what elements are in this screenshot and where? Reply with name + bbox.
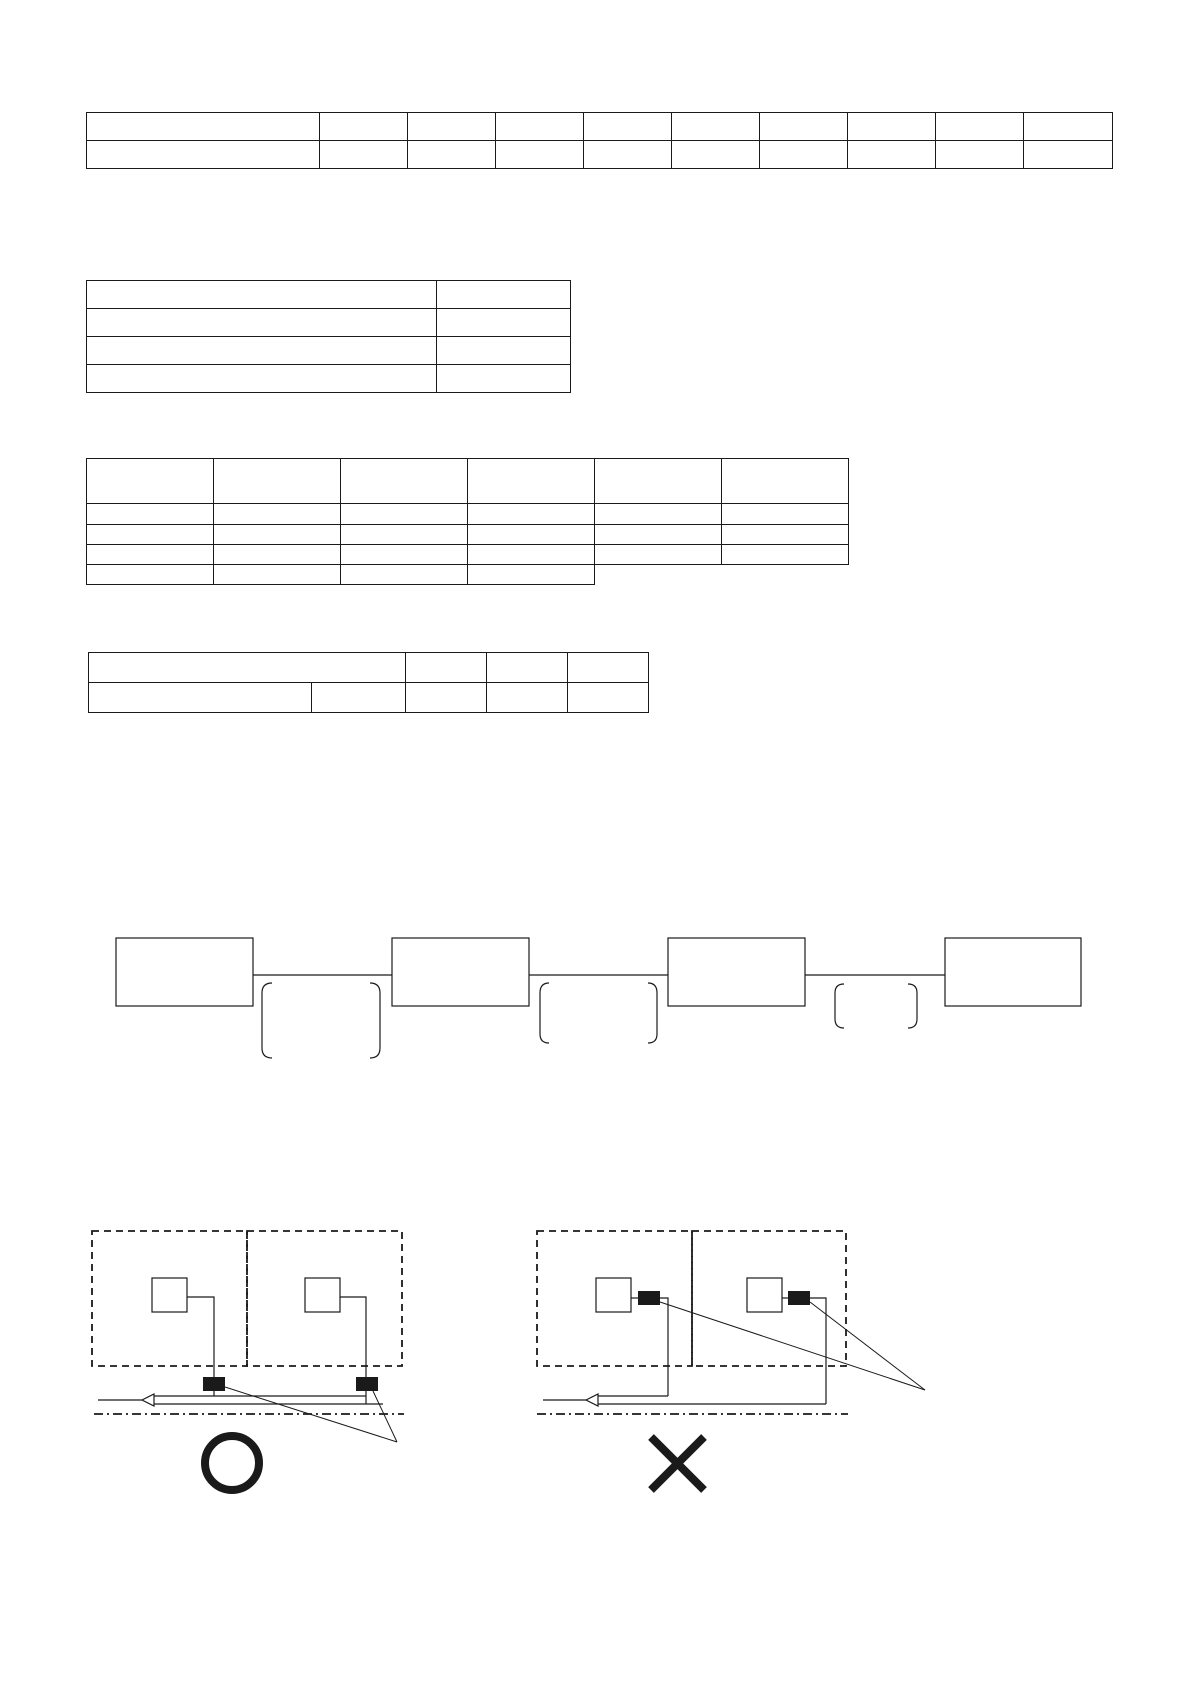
enclosure-dashed bbox=[537, 1231, 692, 1366]
arrow-head bbox=[586, 1394, 598, 1406]
leader-line bbox=[660, 1302, 925, 1390]
unit-box-4 bbox=[945, 938, 1081, 1006]
component-box bbox=[152, 1278, 187, 1312]
arrow-head bbox=[142, 1394, 154, 1406]
unit-box-3 bbox=[668, 938, 805, 1006]
bracket-1 bbox=[262, 983, 380, 1058]
bracket-3 bbox=[835, 984, 917, 1028]
correct-mark-icon bbox=[205, 1436, 259, 1490]
enclosure-dashed bbox=[247, 1231, 402, 1366]
wiring-incorrect bbox=[537, 1231, 925, 1490]
terminal-block bbox=[356, 1377, 378, 1391]
wiring-correct bbox=[92, 1231, 404, 1490]
leader-line bbox=[810, 1302, 925, 1390]
component-box bbox=[747, 1278, 782, 1312]
incorrect-mark-icon bbox=[651, 1437, 704, 1490]
bracket-2 bbox=[540, 983, 657, 1043]
wire bbox=[660, 1298, 668, 1396]
enclosure-dashed bbox=[92, 1231, 247, 1366]
terminal-block bbox=[788, 1291, 810, 1305]
unit-box-2 bbox=[392, 938, 529, 1006]
terminal-block bbox=[203, 1377, 225, 1391]
component-box bbox=[305, 1278, 340, 1312]
component-box bbox=[596, 1278, 631, 1312]
unit-box-1 bbox=[116, 938, 253, 1006]
terminal-block bbox=[638, 1291, 660, 1305]
wire bbox=[810, 1298, 826, 1404]
leader-line bbox=[373, 1391, 397, 1442]
